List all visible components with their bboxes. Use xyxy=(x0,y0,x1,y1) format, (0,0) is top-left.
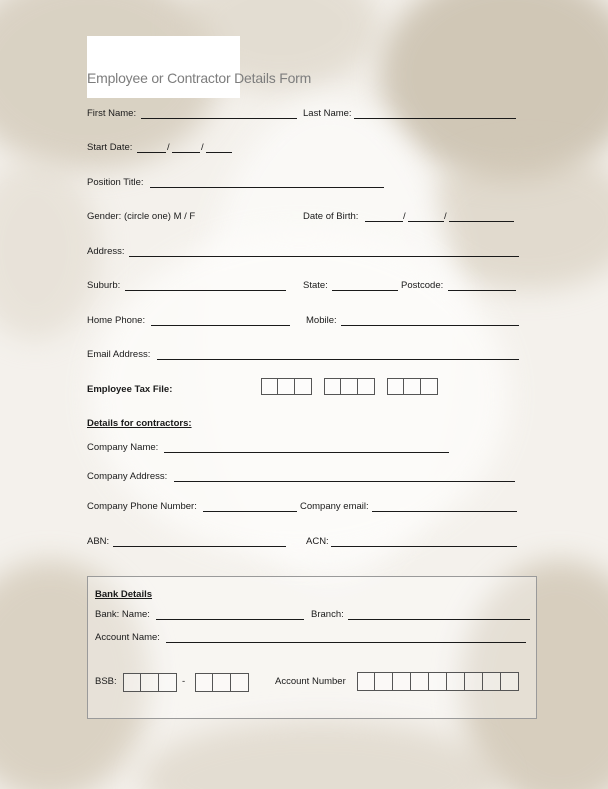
digit-box[interactable] xyxy=(261,378,278,395)
postcode-field[interactable] xyxy=(448,290,516,291)
dob-month-field[interactable] xyxy=(408,221,444,222)
last-name-label: Last Name: xyxy=(303,108,352,119)
dob-year-field[interactable] xyxy=(449,221,514,222)
date-separator: / xyxy=(444,211,447,222)
company-phone-field[interactable] xyxy=(203,511,297,512)
email-label: Email Address: xyxy=(87,349,151,360)
postcode-label: Postcode: xyxy=(401,280,444,291)
mobile-label: Mobile: xyxy=(306,315,337,326)
digit-box[interactable] xyxy=(295,378,312,395)
tax-file-group-2[interactable] xyxy=(324,378,375,395)
bsb-label: BSB: xyxy=(95,676,117,687)
mobile-field[interactable] xyxy=(341,325,519,326)
home-phone-field[interactable] xyxy=(151,325,290,326)
start-date-day-field[interactable] xyxy=(137,152,166,153)
date-separator: / xyxy=(167,142,170,153)
dob-label: Date of Birth: xyxy=(303,211,359,222)
account-number-label: Account Number xyxy=(275,676,346,687)
bsb-separator: - xyxy=(182,676,186,687)
digit-box[interactable] xyxy=(465,672,483,691)
email-field[interactable] xyxy=(157,359,519,360)
company-phone-label: Company Phone Number: xyxy=(87,501,197,512)
home-phone-label: Home Phone: xyxy=(87,315,146,326)
suburb-label: Suburb: xyxy=(87,280,121,291)
address-label: Address: xyxy=(87,246,125,257)
account-number-boxes[interactable] xyxy=(357,672,519,691)
bank-name-field[interactable] xyxy=(156,619,304,620)
branch-label: Branch: xyxy=(311,609,344,620)
account-name-field[interactable] xyxy=(166,642,526,643)
digit-box[interactable] xyxy=(429,672,447,691)
abn-field[interactable] xyxy=(113,546,286,547)
digit-box[interactable] xyxy=(278,378,295,395)
digit-box[interactable] xyxy=(387,378,404,395)
state-label: State: xyxy=(303,280,328,291)
digit-box[interactable] xyxy=(213,673,231,692)
state-field[interactable] xyxy=(332,290,398,291)
digit-box[interactable] xyxy=(358,378,375,395)
bsb-group-2[interactable] xyxy=(195,673,249,692)
company-name-label: Company Name: xyxy=(87,442,159,453)
digit-box[interactable] xyxy=(159,673,177,692)
acn-label: ACN: xyxy=(306,536,329,547)
bank-details-panel xyxy=(87,576,537,719)
digit-box[interactable] xyxy=(141,673,159,692)
digit-box[interactable] xyxy=(324,378,341,395)
position-title-field[interactable] xyxy=(150,187,384,188)
digit-box[interactable] xyxy=(195,673,213,692)
tax-file-group-3[interactable] xyxy=(387,378,438,395)
digit-box[interactable] xyxy=(447,672,465,691)
contractors-heading: Details for contractors: xyxy=(87,418,192,429)
digit-box[interactable] xyxy=(421,378,438,395)
digit-box[interactable] xyxy=(404,378,421,395)
account-name-label: Account Name: xyxy=(95,632,160,643)
company-email-field[interactable] xyxy=(372,511,517,512)
digit-box[interactable] xyxy=(393,672,411,691)
digit-box[interactable] xyxy=(357,672,375,691)
tax-file-label: Employee Tax File: xyxy=(87,384,173,395)
start-date-year-field[interactable] xyxy=(206,152,232,153)
digit-box[interactable] xyxy=(375,672,393,691)
logo-placeholder xyxy=(87,36,240,98)
tax-file-group-1[interactable] xyxy=(261,378,312,395)
acn-field[interactable] xyxy=(331,546,517,547)
digit-box[interactable] xyxy=(501,672,519,691)
bank-name-label: Bank: Name: xyxy=(95,609,150,620)
company-address-field[interactable] xyxy=(174,481,515,482)
start-date-label: Start Date: xyxy=(87,142,133,153)
start-date-month-field[interactable] xyxy=(172,152,200,153)
date-separator: / xyxy=(201,142,204,153)
address-field[interactable] xyxy=(129,256,519,257)
digit-box[interactable] xyxy=(123,673,141,692)
company-email-label: Company email: xyxy=(300,501,369,512)
bank-details-heading: Bank Details xyxy=(95,589,153,600)
company-name-field[interactable] xyxy=(164,452,449,453)
branch-field[interactable] xyxy=(348,619,530,620)
dob-day-field[interactable] xyxy=(365,221,403,222)
suburb-field[interactable] xyxy=(125,290,286,291)
company-address-label: Company Address: xyxy=(87,471,168,482)
digit-box[interactable] xyxy=(231,673,249,692)
form-title: Employee or Contractor Details Form xyxy=(87,70,312,86)
digit-box[interactable] xyxy=(341,378,358,395)
position-title-label: Position Title: xyxy=(87,177,144,188)
first-name-field[interactable] xyxy=(141,118,297,119)
gender-label: Gender: (circle one) M / F xyxy=(87,211,196,222)
first-name-label: First Name: xyxy=(87,108,137,119)
digit-box[interactable] xyxy=(411,672,429,691)
last-name-field[interactable] xyxy=(354,118,516,119)
digit-box[interactable] xyxy=(483,672,501,691)
date-separator: / xyxy=(403,211,406,222)
abn-label: ABN: xyxy=(87,536,110,547)
bsb-group-1[interactable] xyxy=(123,673,177,692)
